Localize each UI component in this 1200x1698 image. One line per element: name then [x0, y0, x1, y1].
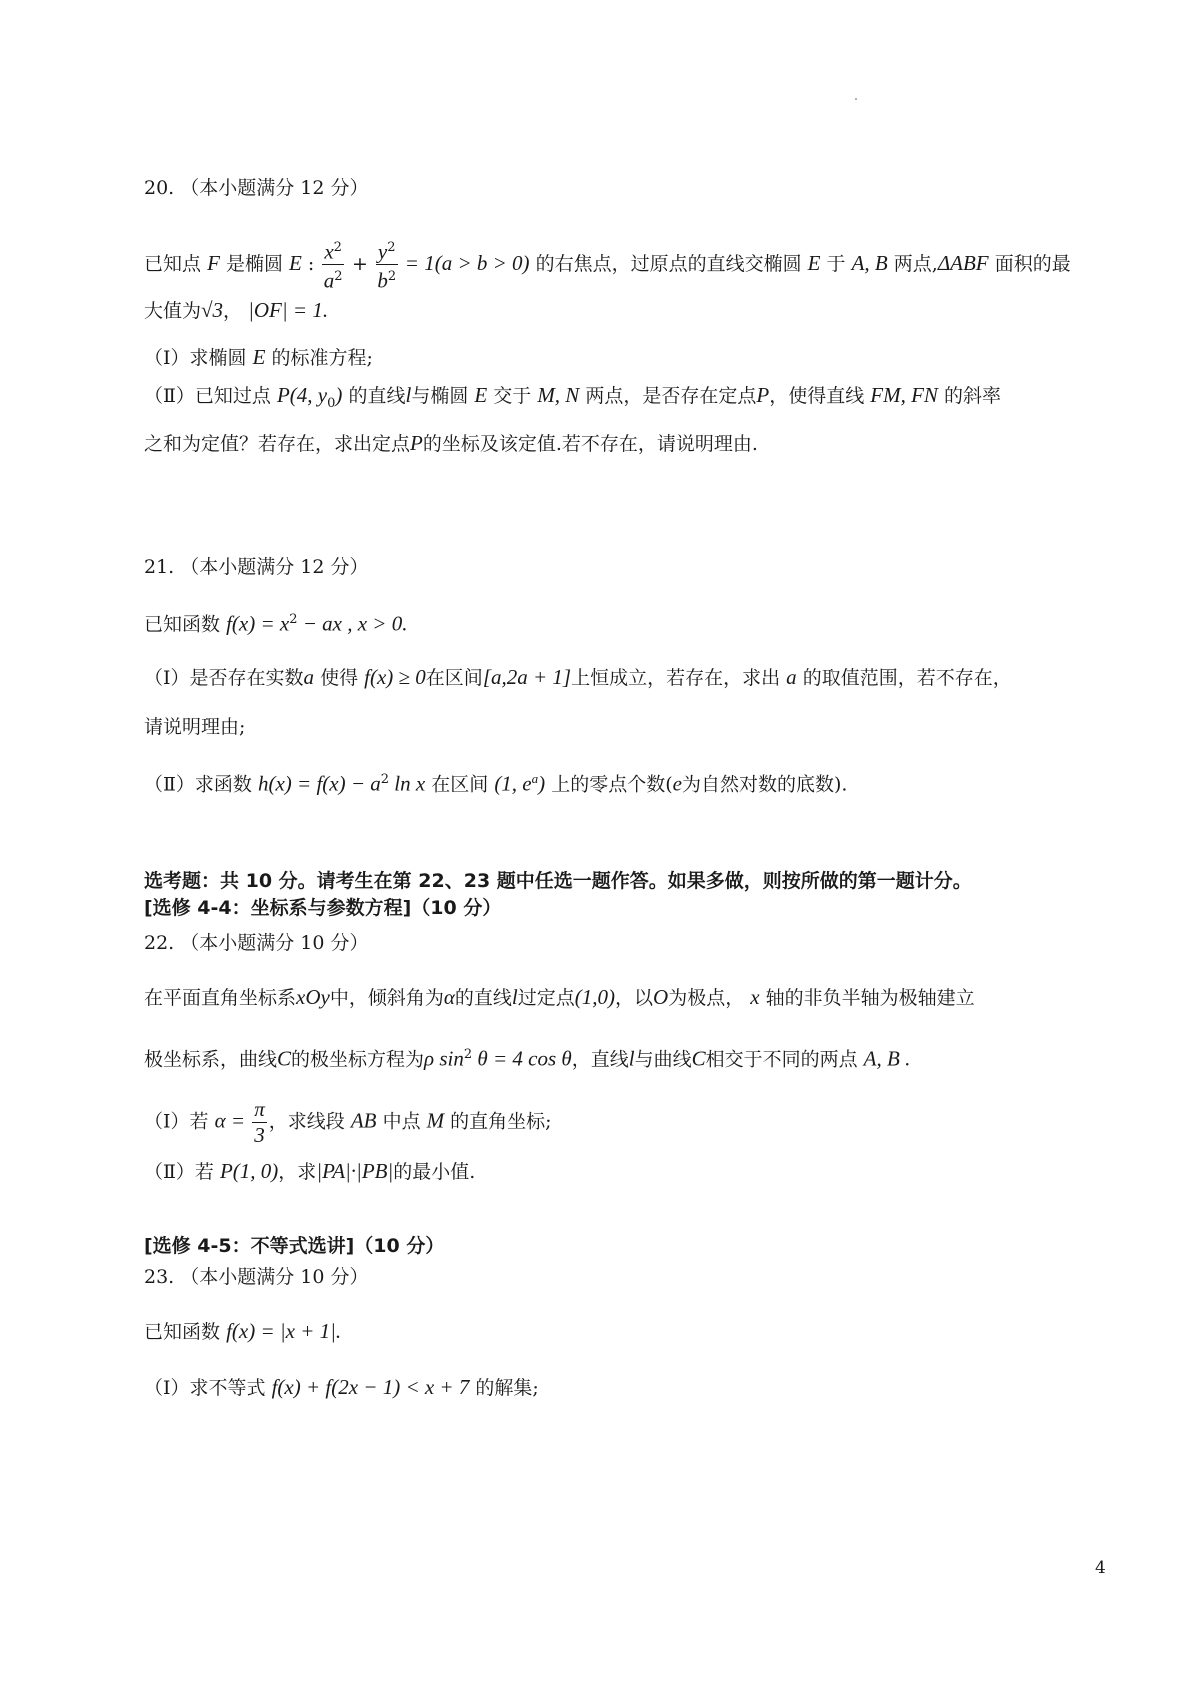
q20-heading: 20. （本小题满分 12 分） — [144, 177, 369, 199]
q21-part2: （Ⅱ）求函数 $h(x) = f(x) - a^2$ ln x 在区间 (1, $e^a$) 上的零点个数(e为自然对数的底数). — [144, 771, 848, 796]
q22-line2: 极坐标系，曲线C的极坐标方程为ρ $\sin^2 \theta = 4$ cos θ，直线l与曲线C相交于不同的两点 A, B . — [144, 1046, 911, 1071]
q22-heading: 22. （本小题满分 10 分） — [144, 932, 369, 954]
q23-line1: 已知函数 f(x) = |x + 1|. — [144, 1319, 342, 1343]
q22-part2: （Ⅱ）若 P(1, 0)，求|PA|·|PB|的最小值. — [144, 1159, 476, 1183]
q20-part1: （Ⅰ）求椭圆 E 的标准方程; — [144, 345, 373, 369]
page-number: 4 — [1095, 1558, 1106, 1578]
q21-line1: 已知函数 $f(x) = x^2$ − ax , x > 0. — [144, 611, 408, 636]
q22-line1: 在平面直角坐标系xOy中，倾斜角为α的直线l过定点(1,0)，以O为极点， x 轴的非负半轴为极轴建立 — [144, 985, 975, 1009]
fraction-x2-a2: $\frac{x^2}{a^2}$ — [322, 236, 344, 294]
elective-notice: 选考题：共 10 分。请考生在第 22、23 题中任选一题作答。如果多做，则按所做的第一题计分。 — [144, 870, 972, 892]
q20-part2: （Ⅱ）已知过点 P(4, $y_0$) 的直线l与椭圆 E 交于 M, N 两点，是否存在定点P，使得直线 FM, FN 的斜率 — [144, 383, 1001, 411]
q20-part2-cont: 之和为定值？若存在，求出定点P的坐标及该定值.若不存在，请说明理由. — [144, 431, 758, 455]
fraction-pi-3: $\frac{\pi}{3}$ — [254, 1097, 265, 1147]
q22-part1: （Ⅰ）若 α = $\frac{\pi}{3}$ ，求线段 AB 中点 M 的直角坐标; — [144, 1097, 552, 1147]
q21-part1: （Ⅰ）是否存在实数a 使得 f(x) ≥ 0在区间[a,2a + 1]上恒成立，若存在，求出 a 的取值范围，若不存在， — [144, 665, 1012, 689]
q20-line1: 已知点 F 是椭圆 E : $\frac{x^2}{a^2}$ + $\frac{y^2}{b^2}$ = 1(a > b > 0) 的右焦点，过原点的直线交椭圆 E 于 A, B 两点,ΔABF 面积的最 — [144, 236, 1071, 294]
scan-speck — [855, 98, 857, 100]
q23-part1: （Ⅰ）求不等式 f(x) + f(2x − 1) < x + 7 的解集; — [144, 1375, 539, 1399]
q20-line2: 大值为√3， |OF| = 1. — [144, 298, 329, 322]
elective-4-4-heading: [选修 4-4：坐标系与参数方程]（10 分） — [144, 897, 502, 919]
q21-part1-cont: 请说明理由; — [144, 716, 246, 738]
q21-heading: 21. （本小题满分 12 分） — [144, 556, 369, 578]
q23-heading: 23. （本小题满分 10 分） — [144, 1266, 369, 1288]
elective-4-5-heading: [选修 4-5：不等式选讲]（10 分） — [144, 1235, 445, 1257]
fraction-y2-b2: $\frac{y^2}{b^2}$ — [376, 236, 398, 294]
